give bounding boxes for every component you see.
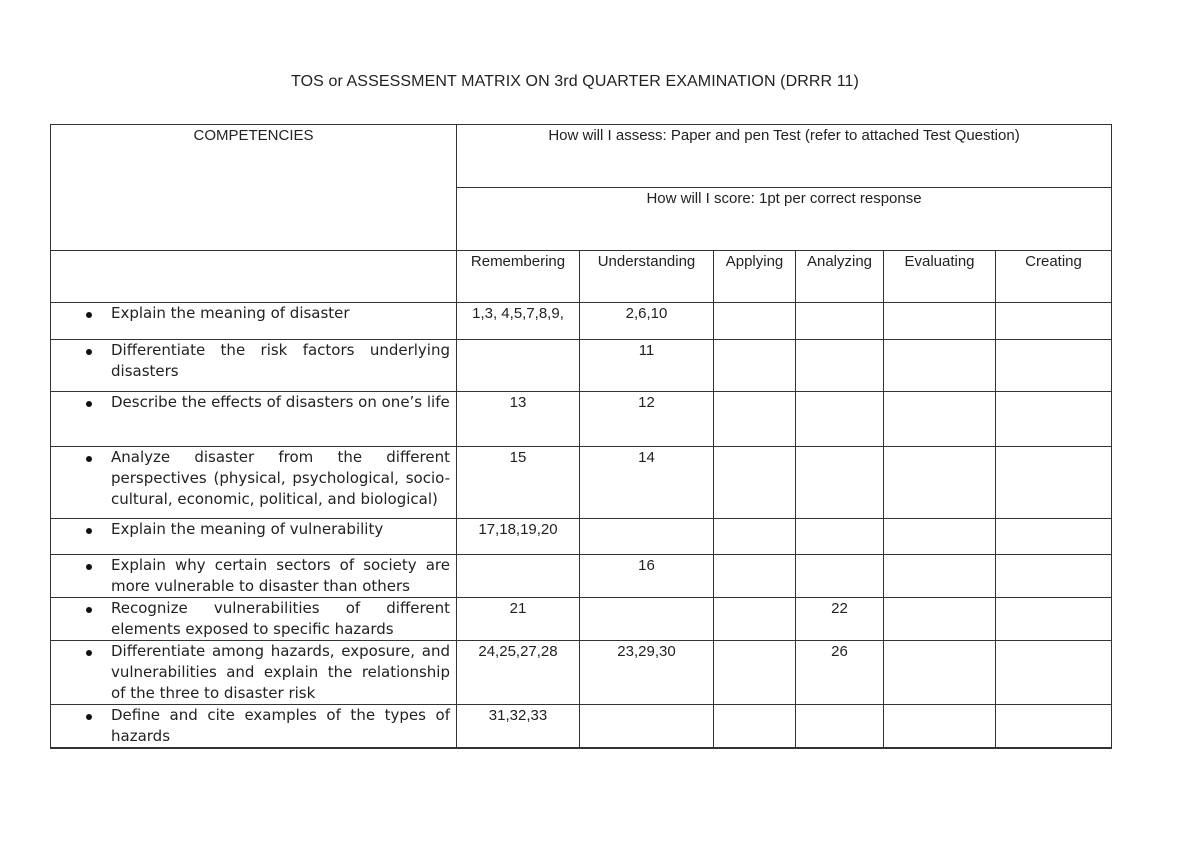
- document-title: TOS or ASSESSMENT MATRIX ON 3rd QUARTER EXAMINATION (DRRR 11): [291, 73, 859, 90]
- applying-cell: [714, 519, 796, 555]
- competency-text: Explain why certain sectors of society are more vulnerable to disaster than others: [111, 556, 450, 595]
- assess-method-header: How will I assess: Paper and pen Test (refer to attached Test Question): [457, 125, 1112, 188]
- competencies-header: COMPETENCIES: [51, 125, 457, 251]
- bullet-icon: [86, 564, 92, 570]
- analyzing-cell: [796, 340, 884, 392]
- evaluating-cell: [884, 555, 996, 598]
- remembering-cell: 17,18,19,20: [457, 519, 580, 555]
- level-header-blank: [51, 251, 457, 303]
- applying-cell: [714, 447, 796, 519]
- level-understanding-header: Understanding: [580, 251, 714, 303]
- remembering-cell: 21: [457, 598, 580, 641]
- level-evaluating-header: Evaluating: [884, 251, 996, 303]
- analyzing-cell: [796, 447, 884, 519]
- remembering-cell: [457, 555, 580, 598]
- table-row: [51, 447, 1112, 519]
- remembering-cell: 15: [457, 447, 580, 519]
- bullet-icon: [86, 401, 92, 407]
- evaluating-cell: [884, 447, 996, 519]
- table-row: [51, 303, 1112, 340]
- evaluating-cell: [884, 519, 996, 555]
- bullet-icon: [86, 607, 92, 613]
- competency-text: Analyze disaster from the different perspectives (physical, psychological, socio-cultural, economic, political, and biological): [111, 448, 450, 508]
- analyzing-cell: 26: [796, 641, 884, 705]
- table-row: [51, 555, 1112, 598]
- competency-cell: [51, 519, 457, 555]
- creating-cell: [996, 519, 1112, 555]
- remembering-cell: 13: [457, 392, 580, 447]
- assessment-matrix-table: [50, 124, 1112, 749]
- table-row: [51, 340, 1112, 392]
- bullet-icon: [86, 456, 92, 462]
- bullet-icon: [86, 312, 92, 318]
- score-method-header: How will I score: 1pt per correct response: [457, 188, 1112, 251]
- understanding-cell: 11: [580, 340, 714, 392]
- analyzing-cell: [796, 519, 884, 555]
- applying-cell: [714, 641, 796, 705]
- competency-cell: [51, 641, 457, 705]
- header-row-assess: [51, 125, 1112, 188]
- remembering-cell: 31,32,33: [457, 705, 580, 749]
- evaluating-cell: [884, 340, 996, 392]
- table-row: [51, 519, 1112, 555]
- analyzing-cell: 22: [796, 598, 884, 641]
- level-remembering-header: Remembering: [457, 251, 580, 303]
- applying-cell: [714, 555, 796, 598]
- applying-cell: [714, 303, 796, 340]
- table-row: [51, 598, 1112, 641]
- competency-text: Explain the meaning of disaster: [111, 304, 350, 322]
- remembering-cell: [457, 340, 580, 392]
- applying-cell: [714, 392, 796, 447]
- understanding-cell: [580, 705, 714, 749]
- competency-cell: [51, 392, 457, 447]
- understanding-cell: 23,29,30: [580, 641, 714, 705]
- remembering-cell: 1,3, 4,5,7,8,9,: [457, 303, 580, 340]
- understanding-cell: [580, 519, 714, 555]
- understanding-cell: 16: [580, 555, 714, 598]
- competency-cell: [51, 598, 457, 641]
- applying-cell: [714, 340, 796, 392]
- competency-text: Differentiate among hazards, exposure, and vulnerabilities and explain the relationship of the three to disaster risk: [111, 642, 450, 702]
- analyzing-cell: [796, 705, 884, 749]
- competency-cell: [51, 555, 457, 598]
- table-row: [51, 392, 1112, 447]
- evaluating-cell: [884, 705, 996, 749]
- competency-text: Describe the effects of disasters on one’s life: [111, 393, 450, 411]
- understanding-cell: 2,6,10: [580, 303, 714, 340]
- competency-cell: [51, 447, 457, 519]
- applying-cell: [714, 705, 796, 749]
- bullet-icon: [86, 650, 92, 656]
- understanding-cell: 12: [580, 392, 714, 447]
- bullet-icon: [86, 528, 92, 534]
- creating-cell: [996, 447, 1112, 519]
- competency-text: Explain the meaning of vulnerability: [111, 520, 384, 538]
- remembering-cell: 24,25,27,28: [457, 641, 580, 705]
- creating-cell: [996, 555, 1112, 598]
- bullet-icon: [86, 349, 92, 355]
- bullet-icon: [86, 714, 92, 720]
- creating-cell: [996, 392, 1112, 447]
- creating-cell: [996, 340, 1112, 392]
- understanding-cell: 14: [580, 447, 714, 519]
- table-row: [51, 641, 1112, 705]
- level-applying-header: Applying: [714, 251, 796, 303]
- competency-cell: [51, 303, 457, 340]
- analyzing-cell: [796, 555, 884, 598]
- evaluating-cell: [884, 303, 996, 340]
- creating-cell: [996, 705, 1112, 749]
- analyzing-cell: [796, 392, 884, 447]
- table-row: [51, 705, 1112, 749]
- creating-cell: [996, 303, 1112, 340]
- evaluating-cell: [884, 598, 996, 641]
- competency-cell: [51, 340, 457, 392]
- competency-text: Define and cite examples of the types of hazards: [111, 706, 450, 745]
- competency-text: Recognize vulnerabilities of different elements exposed to specific hazards: [111, 599, 450, 638]
- evaluating-cell: [884, 392, 996, 447]
- applying-cell: [714, 598, 796, 641]
- competency-text: Differentiate the risk factors underlying disasters: [111, 341, 450, 380]
- analyzing-cell: [796, 303, 884, 340]
- evaluating-cell: [884, 641, 996, 705]
- creating-cell: [996, 598, 1112, 641]
- level-header-row: [51, 251, 1112, 303]
- creating-cell: [996, 641, 1112, 705]
- level-analyzing-header: Analyzing: [796, 251, 884, 303]
- level-creating-header: Creating: [996, 251, 1112, 303]
- competency-cell: [51, 705, 457, 749]
- understanding-cell: [580, 598, 714, 641]
